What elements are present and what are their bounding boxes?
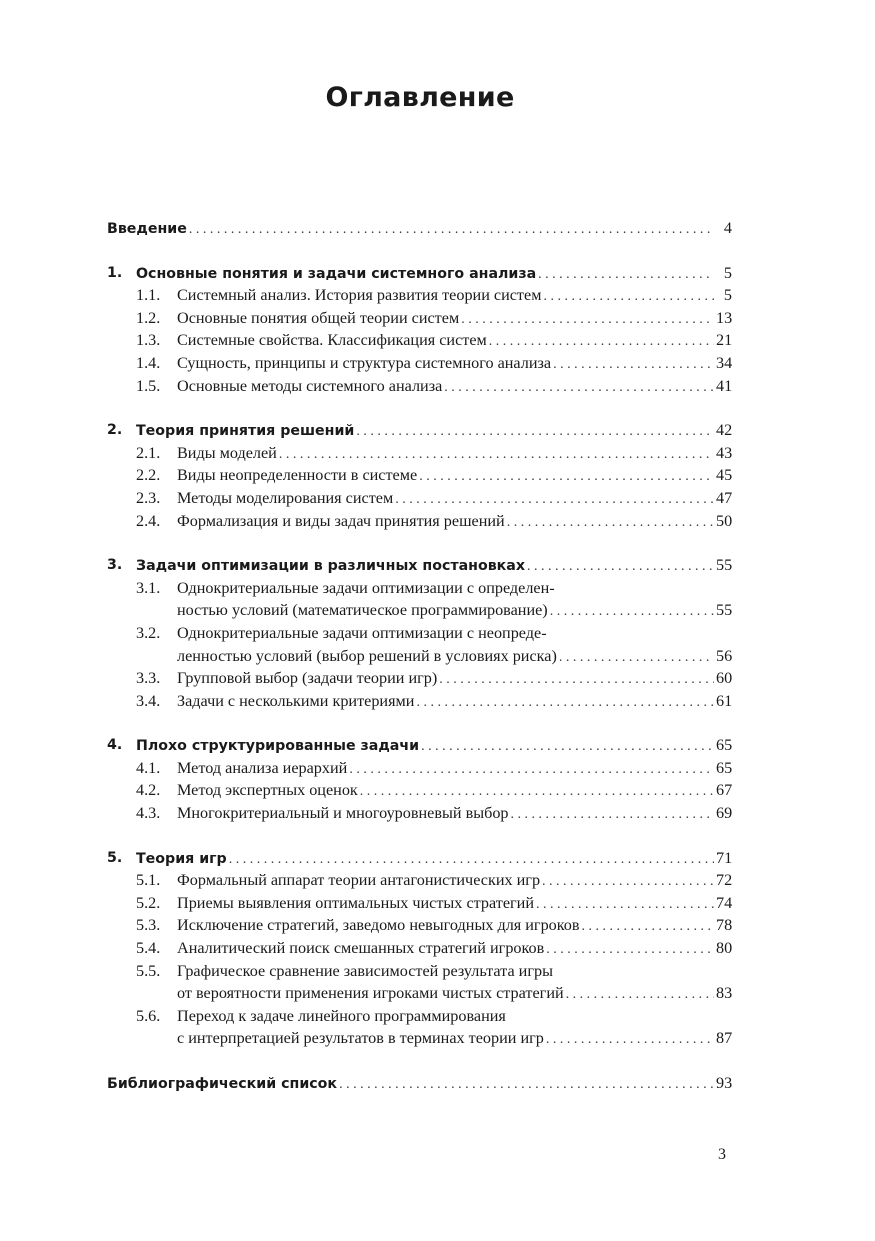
- dot-leader: [439, 669, 714, 692]
- toc-section-5-3[interactable]: [107, 914, 732, 937]
- section-title: Задачи с несколькими критериями: [177, 691, 415, 710]
- section-page: 34: [716, 353, 733, 372]
- section-page: 69: [716, 804, 733, 823]
- section-number: 1.5.: [136, 376, 161, 395]
- chapter-title: Задачи оптимизации в различных постановках: [136, 558, 526, 575]
- chapter-page: 65: [716, 736, 733, 755]
- toc-chapter-3[interactable]: [107, 554, 732, 577]
- toc-section-1-3[interactable]: [107, 329, 732, 352]
- toc-chapter-4[interactable]: [107, 734, 732, 757]
- dot-leader: [566, 984, 714, 1007]
- section-page: 13: [716, 308, 733, 327]
- section-number: 5.5.: [136, 961, 161, 980]
- section-number: 4.2.: [136, 781, 161, 800]
- dot-leader: [546, 939, 714, 962]
- toc-entry-page: 4: [723, 219, 732, 237]
- dot-leader: [461, 309, 714, 332]
- section-number: 2.1.: [136, 443, 161, 462]
- section-title: с интерпретацией результатов в терминах теории игр: [177, 1029, 544, 1048]
- section-page: 45: [716, 466, 733, 485]
- dot-leader: [538, 264, 714, 287]
- toc-section-5-6[interactable]: [107, 1005, 732, 1050]
- dot-leader: [507, 512, 714, 535]
- toc-entry-page: 93: [716, 1074, 733, 1092]
- section-page: 61: [716, 691, 733, 710]
- section-number: 5.1.: [136, 871, 161, 890]
- section-page: 80: [716, 939, 733, 958]
- section-number: 1.3.: [136, 331, 161, 350]
- section-title: ностью условий (математическое программирование): [177, 601, 548, 620]
- section-title: Многокритериальный и многоуровневый выбор: [177, 804, 509, 823]
- toc-section-1-5[interactable]: [107, 375, 732, 398]
- toc-section-1-1[interactable]: [107, 284, 732, 307]
- section-page: 50: [716, 511, 733, 530]
- section-number: 5.6.: [136, 1006, 161, 1025]
- chapter-page: 71: [716, 848, 733, 867]
- section-title: Основные методы системного анализа: [177, 376, 443, 395]
- section-page: 67: [716, 781, 733, 800]
- section-title: Виды неопределенности в системе: [177, 466, 418, 485]
- section-number: 5.2.: [136, 893, 161, 912]
- section-title: Исключение стратегий, заведомо невыгодных для игроков: [177, 916, 580, 935]
- section-title: Групповой выбор (задачи теории игр): [177, 669, 438, 688]
- section-title-line1: Графическое сравнение зависимостей результата игры: [177, 961, 553, 980]
- section-page: 60: [716, 669, 733, 688]
- chapter-number: 1.: [107, 264, 123, 281]
- section-title-line1: Однокритериальные задачи оптимизации с неопреде-: [177, 623, 547, 642]
- section-number: 4.1.: [136, 758, 161, 777]
- toc-section-3-4[interactable]: [107, 690, 732, 713]
- chapter-page: 42: [716, 421, 733, 440]
- section-number: 3.4.: [136, 691, 161, 710]
- dot-leader: [489, 331, 714, 354]
- page-number: 3: [718, 1146, 726, 1163]
- section-number: 3.1.: [136, 578, 161, 597]
- toc-section-4-3[interactable]: [107, 802, 732, 825]
- dot-leader: [553, 354, 714, 377]
- section-page: 83: [716, 984, 733, 1003]
- section-title: Метод экспертных оценок: [177, 781, 358, 800]
- toc-section-2-4[interactable]: [107, 510, 732, 533]
- toc-section-5-2[interactable]: [107, 892, 732, 915]
- dot-leader: [536, 894, 714, 917]
- dot-leader: [416, 692, 714, 715]
- section-page: 72: [716, 871, 733, 890]
- section-number: 3.2.: [136, 623, 161, 642]
- section-title: Системный анализ. История развития теории систем: [177, 286, 542, 305]
- toc-entry-title: Введение: [107, 221, 187, 237]
- section-title: Основные понятия общей теории систем: [177, 308, 460, 327]
- toc-section-5-4[interactable]: [107, 937, 732, 960]
- section-title: Сущность, принципы и структура системного анализа: [177, 353, 552, 372]
- section-page: 5: [723, 286, 732, 305]
- section-page: 65: [716, 758, 733, 777]
- dot-leader: [582, 916, 714, 939]
- toc-entry-intro[interactable]: [107, 217, 732, 240]
- section-title: Формальный аппарат теории антагонистических игр: [177, 871, 541, 890]
- toc-section-2-2[interactable]: [107, 464, 732, 487]
- toc-chapter-1[interactable]: [107, 262, 732, 285]
- dot-leader: [349, 759, 714, 782]
- dot-leader: [189, 219, 714, 242]
- toc-chapter-2[interactable]: [107, 419, 732, 442]
- chapter-title: Плохо структурированные задачи: [136, 738, 420, 755]
- toc-section-4-2[interactable]: [107, 779, 732, 802]
- chapter-title: Основные понятия и задачи системного анализа: [136, 265, 537, 282]
- dot-leader: [419, 466, 714, 489]
- chapter-page: 5: [723, 263, 732, 282]
- toc-section-3-1[interactable]: [107, 577, 732, 622]
- section-page: 74: [716, 893, 733, 912]
- dot-leader: [511, 804, 714, 827]
- dot-leader: [542, 871, 714, 894]
- section-number: 2.3.: [136, 488, 161, 507]
- section-title-line1: Однокритериальные задачи оптимизации с определен-: [177, 578, 555, 597]
- section-number: 1.4.: [136, 353, 161, 372]
- dot-leader: [444, 377, 714, 400]
- section-title: Приемы выявления оптимальных чистых стратегий: [177, 893, 534, 912]
- section-number: 5.4.: [136, 939, 161, 958]
- toc-section-3-3[interactable]: [107, 667, 732, 690]
- toc-section-1-2[interactable]: [107, 307, 732, 330]
- dot-leader: [559, 647, 714, 670]
- toc-section-4-1[interactable]: [107, 757, 732, 780]
- section-number: 2.2.: [136, 466, 161, 485]
- toc-section-3-2[interactable]: [107, 622, 732, 667]
- chapter-number: 5.: [107, 849, 123, 866]
- section-title-line1: Переход к задаче линейного программирования: [177, 1006, 506, 1025]
- section-number: 5.3.: [136, 916, 161, 935]
- section-title: Методы моделирования систем: [177, 488, 394, 507]
- section-title: Виды моделей: [177, 443, 277, 462]
- chapter-title: Теория игр: [136, 850, 227, 867]
- chapter-number: 3.: [107, 557, 123, 574]
- page-title: Оглавление: [325, 82, 515, 113]
- toc-chapter-5[interactable]: [107, 847, 732, 870]
- chapter-number: 2.: [107, 422, 123, 439]
- section-number: 1.2.: [136, 308, 161, 327]
- dot-leader: [279, 444, 714, 467]
- section-page: 41: [716, 376, 733, 395]
- section-number: 3.3.: [136, 669, 161, 688]
- dot-leader: [356, 421, 714, 444]
- dot-leader: [543, 286, 714, 309]
- section-page: 55: [716, 601, 733, 620]
- section-number: 4.3.: [136, 804, 161, 823]
- chapter-number: 4.: [107, 737, 123, 754]
- table-of-contents: [107, 217, 732, 1095]
- dot-leader: [421, 736, 714, 759]
- dot-leader: [360, 781, 714, 804]
- chapter-page: 55: [716, 556, 733, 575]
- section-page: 78: [716, 916, 733, 935]
- section-page: 87: [716, 1029, 733, 1048]
- section-page: 43: [716, 443, 733, 462]
- toc-entry-title: Библиографический список: [107, 1076, 338, 1092]
- section-number: 2.4.: [136, 511, 161, 530]
- section-number: 1.1.: [136, 286, 161, 305]
- section-title: от вероятности применения игроками чистых стратегий: [177, 984, 564, 1003]
- toc-section-2-3[interactable]: [107, 487, 732, 510]
- toc-section-2-1[interactable]: [107, 442, 732, 465]
- toc-entry-bibliography[interactable]: [107, 1072, 732, 1095]
- section-page: 47: [716, 488, 733, 507]
- section-title: ленностью условий (выбор решений в условиях риска): [177, 646, 557, 665]
- section-title: Системные свойства. Классификация систем: [177, 331, 487, 350]
- toc-section-5-5[interactable]: [107, 960, 732, 1005]
- dot-leader: [395, 489, 714, 512]
- section-page: 56: [716, 646, 733, 665]
- chapter-title: Теория принятия решений: [136, 423, 355, 440]
- section-title: Формализация и виды задач принятия решений: [177, 511, 505, 530]
- section-title: Метод анализа иерархий: [177, 758, 348, 777]
- dot-leader: [550, 601, 714, 624]
- dot-leader: [546, 1029, 714, 1052]
- dot-leader: [527, 556, 714, 579]
- section-title: Аналитический поиск смешанных стратегий игроков: [177, 939, 545, 958]
- section-page: 21: [716, 331, 733, 350]
- toc-section-1-4[interactable]: [107, 352, 732, 375]
- dot-leader: [339, 1074, 714, 1097]
- dot-leader: [229, 849, 714, 872]
- toc-section-5-1[interactable]: [107, 869, 732, 892]
